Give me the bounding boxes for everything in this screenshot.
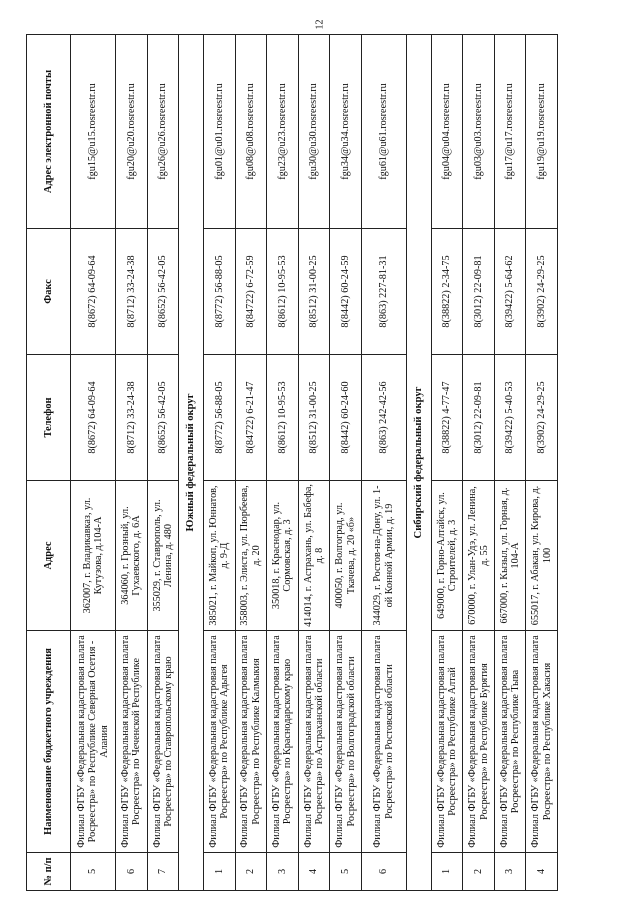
region-heading-south-label: Южный федеральный округ <box>179 35 204 891</box>
header-phone: Телефон <box>27 355 71 481</box>
region-heading-south <box>179 35 204 891</box>
table-row <box>235 35 267 891</box>
row-fax: 8(863) 227-81-31 <box>361 229 406 355</box>
row-name: Филиал ФГБУ «Федеральная кадастровая палата Росреестра» по Астраханской области <box>298 631 330 853</box>
row-fax: 8(8442) 60-24-59 <box>330 229 362 355</box>
page-number <box>0 0 640 30</box>
row-name: Филиал ФГБУ «Федеральная кадастровая палата Росреестра» по Республике Адыгея <box>204 631 236 853</box>
table-row <box>71 35 116 891</box>
row-email: fgu26@u26.rosreestr.ru <box>147 35 179 229</box>
row-name: Филиал ФГБУ «Федеральная кадастровая палата Росреестра» по Республике Хакасия <box>526 631 558 853</box>
row-email: fgu19@u19.rosreestr.ru <box>526 35 558 229</box>
row-fax: 8(39422) 5-64-62 <box>494 229 526 355</box>
row-fax: 8(8612) 10-95-53 <box>267 229 299 355</box>
row-name: Филиал ФГБУ «Федеральная кадастровая палата Росреестра» по Волгоградской области <box>330 631 362 853</box>
row-name: Филиал ФГБУ «Федеральная кадастровая палата Росреестра» по Чеченской Республике <box>116 631 148 853</box>
row-email: fgu17@u17.rosreestr.ru <box>494 35 526 229</box>
row-address: 414014, г. Астрахань, ул. Бабефа, д. 8 <box>298 481 330 631</box>
table-wrapper <box>26 35 558 891</box>
row-name: Филиал ФГБУ «Федеральная кадастровая палата Росреестра» по Ростовской области <box>361 631 406 853</box>
region-heading-siberia <box>406 35 431 891</box>
row-num: 7 <box>147 853 179 891</box>
table-row <box>116 35 148 891</box>
header-email: Адрес электронной почты <box>27 35 71 229</box>
table-body <box>71 35 558 891</box>
table-row <box>494 35 526 891</box>
row-email: fgu34@u34.rosreestr.ru <box>330 35 362 229</box>
row-address: 670000, г. Улан-Удэ, ул. Ленина, д. 55 <box>463 481 495 631</box>
table-row <box>526 35 558 891</box>
row-fax: 8(3902) 24-29-25 <box>526 229 558 355</box>
institutions-table <box>26 34 558 891</box>
row-address: 649000, г. Горно-Алтайск, ул. Строителей, д. 3 <box>431 481 463 631</box>
row-phone: 8(39422) 5-40-53 <box>494 355 526 481</box>
row-address: 667000, г. Кызыл, ул. Горная, д. 104-А <box>494 481 526 631</box>
row-email: fgu01@u01.rosreestr.ru <box>204 35 236 229</box>
row-name: Филиал ФГБУ «Федеральная кадастровая палата Росреестра» по Республике Калмыкия <box>235 631 267 853</box>
row-num: 5 <box>330 853 362 891</box>
row-email: fgu20@u20.rosreestr.ru <box>116 35 148 229</box>
row-fax: 8(8772) 56-88-05 <box>204 229 236 355</box>
header-row <box>27 35 71 891</box>
row-fax: 8(84722) 6-72-59 <box>235 229 267 355</box>
table-row <box>463 35 495 891</box>
row-num: 6 <box>116 853 148 891</box>
row-fax: 8(8512) 31-00-25 <box>298 229 330 355</box>
row-email: fgu08@u08.rosreestr.ru <box>235 35 267 229</box>
row-fax: 8(3012) 22-09-81 <box>463 229 495 355</box>
row-address: 344029, г. Ростов-на-Дону, ул. 1-ой Конной Армии, д. 19 <box>361 481 406 631</box>
row-name: Филиал ФГБУ «Федеральная кадастровая палата Росреестра» по Республике Бурятия <box>463 631 495 853</box>
row-phone: 8(8712) 33-24-38 <box>116 355 148 481</box>
header-fax: Факс <box>27 229 71 355</box>
row-phone: 8(863) 242-42-56 <box>361 355 406 481</box>
row-phone: 8(8772) 56-88-05 <box>204 355 236 481</box>
table-rotation-frame <box>26 35 558 891</box>
row-phone: 8(8652) 56-42-05 <box>147 355 179 481</box>
row-email: fgu03@u03.rosreestr.ru <box>463 35 495 229</box>
row-name: Филиал ФГБУ «Федеральная кадастровая палата Росреестра» по Краснодарскому краю <box>267 631 299 853</box>
table-row <box>147 35 179 891</box>
row-num: 5 <box>71 853 116 891</box>
row-fax: 8(38822) 2-34-75 <box>431 229 463 355</box>
row-phone: 8(3012) 22-09-81 <box>463 355 495 481</box>
row-phone: 8(3902) 24-29-25 <box>526 355 558 481</box>
row-address: 400050, г. Волгоград, ул. Ткачева, д. 20 «б» <box>330 481 362 631</box>
row-fax: 8(8652) 56-42-05 <box>147 229 179 355</box>
table-row <box>204 35 236 891</box>
row-fax: 8(8712) 33-24-38 <box>116 229 148 355</box>
page-number-text: 12 <box>314 19 326 30</box>
row-phone: 8(84722) 6-21-47 <box>235 355 267 481</box>
row-address: 355029, г. Ставрополь, ул. Ленина, д. 480 <box>147 481 179 631</box>
row-email: fgu30@u30.rosreestr.ru <box>298 35 330 229</box>
table-row <box>361 35 406 891</box>
row-email: fgu23@u23.rosreestr.ru <box>267 35 299 229</box>
table-row <box>431 35 463 891</box>
row-num: 6 <box>361 853 406 891</box>
row-phone: 8(8512) 31-00-25 <box>298 355 330 481</box>
region-heading-siberia-label: Сибирский федеральный округ <box>406 35 431 891</box>
header-num: № п/п <box>27 853 71 891</box>
row-email: fgu15@u15.rosreestr.ru <box>71 35 116 229</box>
row-fax: 8(8672) 64-09-64 <box>71 229 116 355</box>
row-num: 2 <box>463 853 495 891</box>
row-address: 358003, г. Элиста, ул. Пюрбеева, д. 20 <box>235 481 267 631</box>
row-num: 3 <box>494 853 526 891</box>
table-row <box>330 35 362 891</box>
table-row <box>298 35 330 891</box>
row-phone: 8(38822) 4-77-47 <box>431 355 463 481</box>
row-address: 385021, г. Майкоп, ул. Юннатов, д. 9-Д <box>204 481 236 631</box>
row-phone: 8(8672) 64-09-64 <box>71 355 116 481</box>
row-name: Филиал ФГБУ «Федеральная кадастровая палата Росреестра» по Республике Северная Осетия - Алания <box>71 631 116 853</box>
row-num: 4 <box>298 853 330 891</box>
row-email: fgu61@u61.rosreestr.ru <box>361 35 406 229</box>
header-name: Наименование бюджетного учреждения <box>27 631 71 853</box>
row-num: 4 <box>526 853 558 891</box>
table-header <box>27 35 71 891</box>
row-num: 1 <box>204 853 236 891</box>
row-num: 3 <box>267 853 299 891</box>
row-name: Филиал ФГБУ «Федеральная кадастровая палата Росреестра» по Республике Алтай <box>431 631 463 853</box>
row-name: Филиал ФГБУ «Федеральная кадастровая палата Росреестра» по Республике Тыва <box>494 631 526 853</box>
row-address: 362007, г. Владикавказ, ул. Кутузова, д.104-А <box>71 481 116 631</box>
row-name: Филиал ФГБУ «Федеральная кадастровая палата Росреестра» по Ставропольскому краю <box>147 631 179 853</box>
row-phone: 8(8442) 60-24-60 <box>330 355 362 481</box>
header-address: Адрес <box>27 481 71 631</box>
row-address: 350018, г. Краснодар, ул. Сормовская, д. 3 <box>267 481 299 631</box>
row-address: 655017, г. Абакан, ул. Кирова, д. 100 <box>526 481 558 631</box>
table-row <box>267 35 299 891</box>
row-address: 364060, г. Грозный, ул. Гухаевского, д. 6А <box>116 481 148 631</box>
row-num: 1 <box>431 853 463 891</box>
row-email: fgu04@u04.rosreestr.ru <box>431 35 463 229</box>
row-num: 2 <box>235 853 267 891</box>
row-phone: 8(8612) 10-95-53 <box>267 355 299 481</box>
